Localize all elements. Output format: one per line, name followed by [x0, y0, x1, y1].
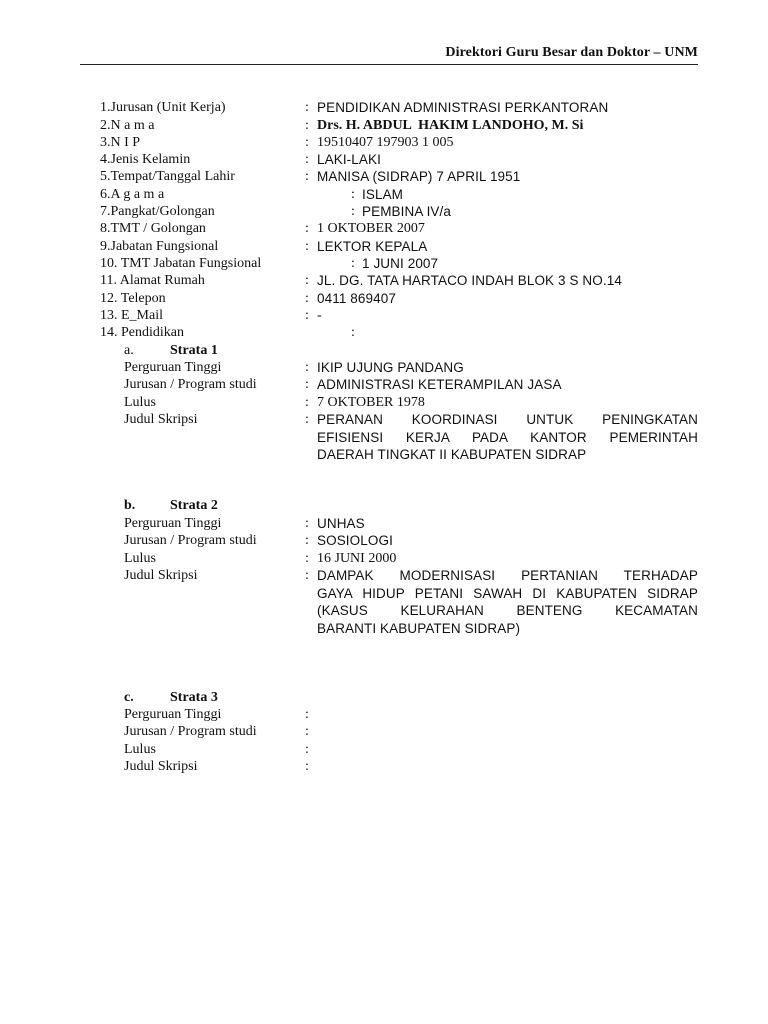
field-value: 1 JUNI 2007 [362, 256, 439, 271]
field-value: MANISA (SIDRAP) 7 APRIL 1951 [317, 169, 521, 184]
field-separator: : [305, 135, 309, 150]
field-jurusan-unit-kerja [100, 99, 698, 116]
field-label: 3.N I P [100, 135, 141, 150]
field-label: Jurusan / Program studi [124, 377, 257, 392]
judul-line: DAERAH TINGKAT II KABUPATEN SIDRAP [317, 447, 587, 462]
field-pangkat-golongan [100, 203, 698, 220]
field-separator: : [305, 221, 309, 236]
field-separator: : [305, 742, 309, 757]
field-label: Judul Skripsi [124, 568, 198, 583]
field-label: Perguruan Tinggi [124, 516, 222, 531]
field-label: 2.N a m a [100, 118, 155, 133]
field-separator: : [305, 118, 309, 133]
field-label: 9.Jabatan Fungsional [100, 239, 219, 254]
field-label: Lulus [124, 395, 156, 410]
field-label: Lulus [124, 742, 156, 757]
field-separator: : [351, 187, 355, 202]
field-agama [100, 186, 698, 203]
strata-3-judul-skripsi [100, 758, 698, 775]
field-value: 7 OKTOBER 1978 [317, 395, 425, 410]
field-separator: : [305, 308, 309, 323]
field-value: - [317, 308, 322, 323]
field-tmt-jabatan-fungsional [100, 255, 698, 272]
field-separator: : [305, 273, 309, 288]
field-value: SOSIOLOGI [317, 533, 393, 548]
field-separator: : [305, 152, 309, 167]
judul-line: PERANAN KOORDINASI UNTUK PENINGKATAN [317, 412, 698, 427]
field-separator: : [305, 551, 309, 566]
field-separator: : [305, 100, 309, 115]
strata-1-perguruan-tinggi [100, 359, 698, 376]
header-divider [80, 64, 698, 65]
field-separator: : [305, 568, 309, 583]
field-label: 7.Pangkat/Golongan [100, 204, 215, 219]
field-label: 11. Alamat Rumah [100, 273, 205, 288]
field-separator: : [305, 724, 309, 739]
strata-3-jurusan [100, 723, 698, 740]
strata-letter: a. [124, 343, 134, 358]
judul-line: GAYA HIDUP PETANI SAWAH DI KABUPATEN SIDRAP [317, 585, 698, 601]
judul-line: EFISIENSI KERJA PADA KANTOR PEMERINTAH [317, 429, 698, 445]
field-label: 13. E_Mail [100, 308, 163, 323]
field-label: Jurusan / Program studi [124, 724, 257, 739]
field-separator: : [305, 377, 309, 392]
strata-3-perguruan-tinggi [100, 706, 698, 723]
field-value: LAKI-LAKI [317, 152, 381, 167]
field-separator: : [305, 707, 309, 722]
strata-1-jurusan [100, 376, 698, 393]
field-value: 19510407 197903 1 005 [317, 135, 454, 150]
strata-2-perguruan-tinggi [100, 515, 698, 532]
field-pendidikan [100, 324, 698, 341]
field-email [100, 307, 698, 324]
field-label: 12. Telepon [100, 291, 166, 306]
field-separator: : [351, 256, 355, 271]
field-value: 1 OKTOBER 2007 [317, 221, 425, 236]
judul-line: DAMPAK MODERNISASI PERTANIAN TERHADAP [317, 568, 698, 583]
field-label: 6.A g a m a [100, 187, 165, 202]
field-jenis-kelamin [100, 151, 698, 168]
field-jabatan-fungsional [100, 238, 698, 255]
strata-letter: c. [124, 690, 134, 705]
field-separator: : [305, 516, 309, 531]
strata-1-lulus [100, 394, 698, 411]
field-label: Judul Skripsi [124, 759, 198, 774]
strata-2-jurusan [100, 532, 698, 549]
field-separator: : [305, 395, 309, 410]
field-value: PENDIDIKAN ADMINISTRASI PERKANTORAN [317, 100, 609, 115]
judul-line: BARANTI KABUPATEN SIDRAP) [317, 620, 521, 636]
field-value: IKIP UJUNG PANDANG [317, 360, 464, 375]
field-separator: : [305, 360, 309, 375]
strata-3-lulus [100, 741, 698, 758]
field-nip [100, 134, 698, 151]
field-separator: : [305, 759, 309, 774]
field-value: 16 JUNI 2000 [317, 551, 397, 566]
strata-3-heading [100, 689, 698, 706]
strata-2-heading [100, 497, 698, 514]
field-separator: : [351, 325, 355, 340]
field-value: PEMBINA IV/a [362, 204, 451, 219]
field-tempat-tanggal-lahir [100, 168, 698, 185]
field-tmt-golongan [100, 220, 698, 237]
field-separator: : [305, 169, 309, 184]
field-label: 5.Tempat/Tanggal Lahir [100, 169, 235, 184]
field-label: Jurusan / Program studi [124, 533, 257, 548]
field-label: Lulus [124, 551, 156, 566]
field-telepon [100, 290, 698, 307]
field-value: LEKTOR KEPALA [317, 239, 428, 254]
strata-title: Strata 3 [170, 690, 218, 705]
field-label: 10. TMT Jabatan Fungsional [100, 256, 262, 271]
field-separator: : [305, 533, 309, 548]
field-label: 1.Jurusan (Unit Kerja) [100, 100, 226, 115]
strata-letter: b. [124, 498, 136, 513]
document-header-title: Direktori Guru Besar dan Doktor – UNM [445, 45, 698, 60]
field-nama [100, 117, 698, 134]
field-value: 0411 869407 [317, 291, 396, 306]
field-label: Judul Skripsi [124, 412, 198, 427]
field-value: Drs. H. ABDUL HAKIM LANDOHO, M. Si [317, 118, 584, 133]
judul-line: (KASUS KELURAHAN BENTENG KECAMATAN [317, 603, 698, 618]
field-label: 4.Jenis Kelamin [100, 152, 191, 167]
judul-skripsi-text [317, 411, 698, 464]
strata-title: Strata 2 [170, 498, 218, 513]
field-separator: : [305, 291, 309, 306]
field-alamat-rumah [100, 272, 698, 289]
field-value: ADMINISTRASI KETERAMPILAN JASA [317, 377, 562, 392]
field-label: Perguruan Tinggi [124, 360, 222, 375]
field-value: JL. DG. TATA HARTACO INDAH BLOK 3 S NO.14 [317, 273, 622, 288]
field-label: 8.TMT / Golongan [100, 221, 206, 236]
field-separator: : [305, 412, 309, 427]
field-label: 14. Pendidikan [100, 325, 184, 340]
judul-skripsi-text [317, 567, 698, 637]
strata-title: Strata 1 [170, 343, 218, 358]
field-separator: : [305, 239, 309, 254]
strata-1-heading [100, 342, 698, 359]
field-label: Perguruan Tinggi [124, 707, 222, 722]
field-value: UNHAS [317, 516, 365, 531]
field-separator: : [351, 204, 355, 219]
strata-2-lulus [100, 550, 698, 567]
field-value: ISLAM [362, 187, 404, 202]
